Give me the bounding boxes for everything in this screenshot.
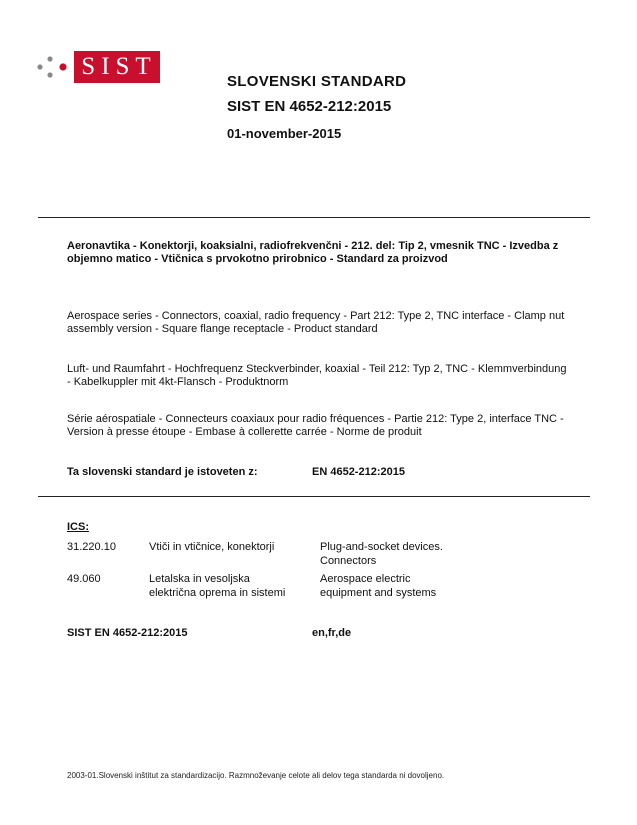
ics-description-en: Connectors: [320, 555, 377, 567]
top-divider: [38, 217, 590, 218]
middle-divider: [38, 496, 590, 497]
ics-code: 31.220.10: [67, 541, 116, 553]
ics-description-sl: Letalska in vesoljska: [149, 573, 250, 585]
equivalence-label: Ta slovenski standard je istoveten z:: [67, 466, 258, 478]
standard-type-heading: SLOVENSKI STANDARD: [227, 73, 407, 90]
ics-description-en: equipment and systems: [320, 587, 437, 599]
ics-code: 49.060: [67, 573, 101, 585]
equivalence-value: EN 4652-212:2015: [312, 466, 405, 478]
ics-label: ICS:: [67, 521, 89, 533]
languages: en,fr,de: [312, 627, 352, 639]
logo-dots-icon: [36, 55, 72, 85]
standard-code: SIST EN 4652-212:2015: [67, 627, 188, 639]
title-slovenian: Aeronavtika - Konektorji, koaksialni, radiofrekvenčni - 212. del: Tip 2, vmesnik TNC - Izvedba z objemno matico - Vtičnica s prvokotno prirobnico - Standard za proizvod: [67, 240, 559, 265]
title-english: Aerospace series - Connectors, coaxial, radio frequency - Part 212: Type 2, TNC interface - Clamp nut assembly version - Square flange receptacle - Product standard: [67, 310, 565, 335]
ics-description-sl: Vtiči in vtičnice, konektorji: [149, 541, 275, 553]
ics-description-en: Aerospace electric: [320, 573, 411, 585]
standard-number-heading: SIST EN 4652-212:2015: [227, 98, 392, 115]
ics-description-sl: električna oprema in sistemi: [149, 587, 286, 599]
copyright-notice: 2003-01.Slovenski inštitut za standardizacijo. Razmnoževanje celote ali delov tega standarda ni dovoljeno.: [67, 771, 445, 780]
title-french: Série aérospatiale - Connecteurs coaxiaux pour radio fréquences - Partie 212: Type 2, interface TNC - Version à presse étoupe - Embase à collerette carrée - Norme de produit: [67, 413, 564, 438]
ics-description-en: Plug-and-socket devices.: [320, 541, 443, 553]
title-german: Luft- und Raumfahrt - Hochfrequenz Steckverbinder, koaxial - Teil 212: Typ 2, TNC - Klemmverbindung - Kabelkuppler mit 4kt-Flansch - Produktnorm: [67, 363, 567, 388]
sist-logo: SIST: [74, 51, 160, 83]
publication-date: 01-november-2015: [227, 126, 342, 141]
